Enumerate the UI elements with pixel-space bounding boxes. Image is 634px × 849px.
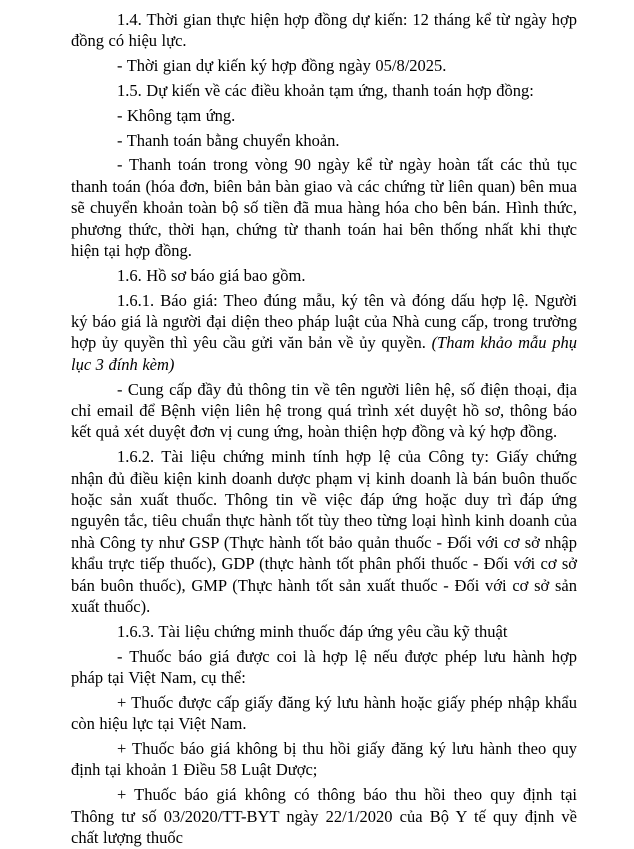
paragraph (71, 646, 577, 689)
text-run: 1.5. Dự kiến về các điều khoản tạm ứng, thanh toán hợp đồng: (117, 81, 534, 100)
text-run: - Thanh toán trong vòng 90 ngày kể từ ngày hoàn tất các thủ tục thanh toán (hóa đơn, biên bản bàn giao và các chứng từ liên quan) bên mua sẽ chuyển khoản toàn bộ số tiền đã mua hàng hóa cho bên bán. Hình thức, phương thức, thời hạn, chứng từ thanh toán hai bên thống nhất khi thực hiện tại hợp đồng. (71, 155, 577, 261)
paragraph (71, 379, 577, 443)
paragraph (71, 55, 577, 76)
paragraph (71, 9, 577, 52)
text-run: + Thuốc báo giá không bị thu hồi giấy đăng ký lưu hành theo quy định tại khoản 1 Điều 58 Luật Dược; (71, 739, 577, 780)
text-run: + Thuốc báo giá không có thông báo thu hồi theo quy định tại Thông tư số 03/2020/TT-BYT ngày 22/1/2020 của Bộ Y tế quy định về chất lượng thuốc (71, 785, 577, 848)
paragraph (71, 446, 577, 617)
paragraph (71, 290, 577, 376)
text-run: 1.6.3. Tài liệu chứng minh thuốc đáp ứng yêu cầu kỹ thuật (117, 621, 508, 641)
text-run: - Thuốc báo giá được coi là hợp lệ nếu được phép lưu hành hợp pháp tại Việt Nam, cụ thể: (71, 646, 577, 688)
text-run: 1.6.1. Báo giá: Theo đúng mẫu, ký tên và đóng dấu hợp lệ. Người ký báo giá là người đại diện theo pháp luật của Nhà cung cấp, trong trường hợp ủy quyền thì yêu cầu gửi văn bản về ủy quyền. (71, 290, 577, 353)
text-run: 1.6. Hồ sơ báo giá bao gồm. (117, 265, 306, 285)
paragraph (71, 265, 577, 286)
text-run: - Cung cấp đầy đủ thông tin về tên người liên hệ, số điện thoại, địa chỉ email để Bệnh viện liên hệ trong quá trình xét duyệt hồ sơ, thông báo kết quả xét duyệt đơn vị cung ứng, hoàn thiện hợp đồng và ký hợp đồng. (71, 379, 577, 442)
text-run: - Không tạm ứng. (117, 105, 236, 125)
text-run: 1.4. Thời gian thực hiện hợp đồng dự kiến: 12 tháng kể từ ngày hợp đồng có hiệu lực. (71, 10, 577, 51)
text-run: - Thời gian dự kiến ký hợp đồng ngày 05/8/2025. (117, 56, 447, 76)
paragraph (71, 621, 577, 642)
text-run: - Thanh toán bằng chuyển khoản. (117, 130, 340, 150)
paragraph (71, 105, 577, 126)
paragraph (71, 154, 577, 261)
paragraph (71, 784, 577, 848)
text-run-italic: (Tham khảo mẫu phụ lục 3 đính kèm) (71, 333, 577, 374)
paragraph (71, 738, 577, 781)
paragraph-container (71, 9, 577, 849)
paragraph (71, 130, 577, 151)
text-run: + Thuốc được cấp giấy đăng ký lưu hành hoặc giấy phép nhập khẩu còn hiệu lực tại Việt Nam. (71, 692, 577, 734)
text-run: 1.6.2. Tài liệu chứng minh tính hợp lệ của Công ty: Giấy chứng nhận đủ điều kiện kinh doanh dược phạm vị kinh doanh là bán buôn thuốc hoặc sản xuất thuốc. Thông tin về việc đáp ứng hoặc duy trì đáp ứng nguyên tắc, tiêu chuẩn thực hành tốt tùy theo từng loại hình kinh doanh của nhà Công ty như GSP (Thực hành tốt bảo quản thuốc - Đối với cơ sở nhập khẩu trực tiếp thuốc), GDP (thực hành tốt phân phối thuốc - Đối với cơ sở bán buôn thuốc), GMP (Thực hành tốt sản xuất thuốc - Đối với cơ sở sản xuất thuốc). (71, 447, 577, 617)
paragraph (71, 692, 577, 735)
paragraph (71, 80, 577, 101)
